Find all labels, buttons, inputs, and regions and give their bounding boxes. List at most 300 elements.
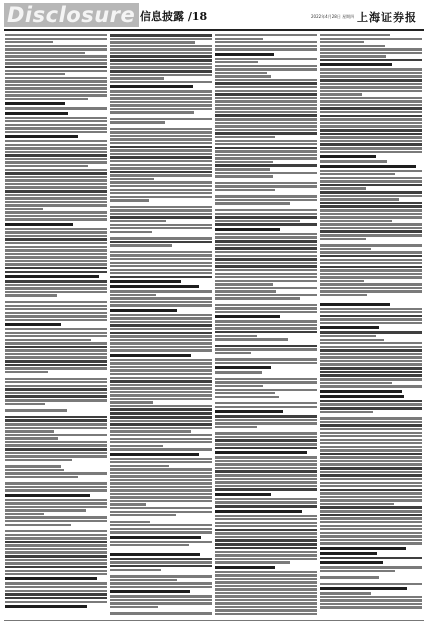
text-line (215, 392, 275, 394)
text-line (110, 321, 212, 323)
text-line (5, 34, 107, 36)
text-line (320, 160, 387, 162)
text-line (215, 606, 317, 608)
text-line (5, 465, 61, 467)
text-line (215, 599, 317, 601)
text-line (215, 82, 317, 85)
text-line (320, 439, 422, 441)
text-line (320, 147, 422, 149)
text-line (215, 609, 317, 611)
text-line (110, 405, 212, 407)
text-line (5, 452, 107, 454)
text-line (215, 488, 317, 491)
text-line (215, 566, 275, 569)
text-line (320, 587, 407, 590)
text-line (320, 238, 366, 240)
text-line (215, 320, 317, 322)
text-line (5, 427, 107, 429)
text-line (110, 63, 212, 65)
text-line (5, 131, 107, 133)
text-line (5, 476, 78, 478)
text-line (5, 263, 107, 265)
text-line (5, 66, 107, 69)
text-line (5, 582, 107, 584)
text-line (5, 541, 107, 544)
text-line (320, 93, 362, 95)
text-line (215, 338, 288, 340)
text-line (320, 244, 422, 246)
text-line (5, 441, 107, 443)
text-line (110, 317, 212, 319)
text-column-2 (110, 34, 212, 618)
text-line (5, 59, 107, 61)
text-line (110, 590, 190, 593)
text-line (110, 167, 212, 169)
text-line (320, 583, 422, 585)
text-line (110, 153, 212, 155)
text-line (5, 494, 90, 497)
text-line (215, 304, 317, 306)
text-line (5, 388, 107, 391)
text-line (320, 75, 422, 77)
text-line (110, 524, 212, 526)
text-line (215, 65, 317, 67)
text-line (5, 120, 107, 122)
text-line (5, 530, 107, 532)
text-line (215, 195, 317, 197)
text-line (110, 77, 164, 79)
text-line (215, 581, 317, 583)
text-line (5, 280, 107, 283)
text-line (215, 233, 317, 235)
text-line (320, 308, 422, 310)
text-line (110, 111, 194, 113)
text-line (110, 486, 212, 488)
text-line (215, 410, 283, 413)
text-line (215, 125, 317, 127)
text-line (215, 114, 317, 117)
text-line (5, 437, 58, 439)
text-line (110, 135, 212, 137)
text-line (320, 187, 366, 189)
text-line (110, 181, 212, 183)
text-line (215, 97, 317, 99)
text-line (320, 356, 422, 358)
text-line (110, 412, 212, 415)
text-line (5, 489, 107, 491)
text-line (215, 436, 317, 438)
text-line (110, 164, 212, 166)
text-line (320, 485, 422, 487)
text-line (5, 566, 107, 569)
text-line (320, 125, 422, 127)
text-line (215, 48, 317, 50)
text-line (5, 294, 57, 296)
text-line (5, 513, 44, 515)
text-line (215, 265, 317, 268)
text-line (5, 570, 107, 572)
text-line (110, 81, 212, 83)
text-line (320, 453, 422, 456)
text-line (320, 346, 422, 348)
text-line (5, 537, 107, 539)
text-line (215, 529, 317, 532)
text-line (5, 91, 107, 93)
text-line (110, 174, 212, 176)
text-line (110, 121, 165, 123)
text-line (110, 561, 212, 563)
text-line (215, 251, 317, 253)
text-line (5, 597, 107, 600)
text-line (215, 147, 317, 150)
text-line (110, 479, 212, 481)
text-line (215, 258, 317, 261)
text-line (215, 75, 271, 77)
text-column-1 (5, 34, 107, 618)
text-line (215, 111, 317, 113)
text-line (110, 423, 212, 426)
text-line (320, 202, 422, 205)
text-line (110, 142, 212, 144)
text-line (110, 606, 158, 608)
text-line (110, 384, 212, 386)
text-line (215, 543, 317, 546)
text-line (110, 602, 212, 604)
text-line (110, 314, 212, 316)
text-line (110, 496, 212, 498)
text-line (215, 294, 317, 296)
text-line (110, 328, 212, 330)
text-line (5, 605, 87, 608)
text-line (320, 503, 394, 505)
text-line (5, 98, 88, 100)
text-line (5, 102, 65, 105)
text-line (5, 342, 107, 344)
text-line (110, 244, 172, 246)
text-line (5, 124, 107, 126)
text-line (320, 471, 422, 473)
text-line (215, 34, 317, 36)
text-line (110, 262, 212, 264)
text-line (5, 112, 68, 115)
text-line (110, 45, 212, 47)
text-line (110, 359, 212, 361)
text-line (5, 534, 107, 536)
text-line (5, 430, 54, 432)
text-line (5, 287, 107, 289)
text-line (5, 562, 107, 564)
text-line (110, 394, 212, 396)
text-line (320, 528, 422, 530)
text-column-4 (320, 34, 422, 618)
text-line (110, 94, 212, 96)
text-line (110, 427, 212, 429)
text-line (320, 140, 422, 142)
text-line (320, 115, 422, 118)
text-line (320, 104, 422, 106)
text-line (110, 408, 212, 411)
text-line (320, 83, 422, 85)
text-line (215, 41, 317, 43)
text-line (320, 155, 376, 158)
text-line (320, 417, 422, 419)
text-line (5, 135, 78, 138)
text-line (5, 392, 107, 394)
text-column-3 (215, 34, 317, 618)
text-line (5, 555, 107, 558)
text-line (215, 223, 317, 226)
text-line (110, 231, 152, 233)
text-line (320, 371, 422, 374)
text-line (215, 107, 317, 109)
text-line (320, 276, 422, 278)
text-line (110, 272, 212, 274)
text-line (320, 400, 422, 403)
text-line (5, 559, 107, 561)
brand-banner: Disclosure (4, 3, 139, 27)
text-line (215, 505, 317, 508)
text-line (215, 213, 317, 215)
text-line (5, 52, 85, 54)
text-line (320, 435, 422, 437)
text-line (215, 168, 270, 170)
text-line (5, 482, 107, 484)
text-line (215, 467, 317, 469)
text-line (110, 438, 212, 440)
text-line (5, 235, 107, 237)
text-line (110, 401, 153, 403)
text-line (320, 596, 422, 598)
text-line (110, 398, 212, 400)
text-line (110, 472, 212, 474)
text-line (320, 367, 422, 370)
text-line (215, 432, 317, 434)
text-line (110, 304, 212, 306)
text-line (110, 265, 212, 267)
text-line (215, 402, 317, 404)
text-line (320, 283, 422, 285)
text-line (215, 283, 273, 285)
text-line (215, 79, 317, 81)
text-line (215, 104, 317, 106)
text-line (320, 525, 422, 527)
text-line (110, 241, 212, 244)
text-line (110, 70, 212, 73)
text-line (215, 307, 317, 309)
text-line (110, 258, 212, 260)
text-line (215, 378, 317, 380)
text-line (320, 198, 399, 200)
text-line (215, 189, 275, 191)
text-line (5, 140, 107, 142)
text-line (320, 48, 422, 50)
text-line (5, 238, 107, 241)
text-line (110, 420, 212, 422)
text-line (215, 86, 317, 88)
text-line (320, 318, 422, 320)
text-line (110, 346, 212, 348)
text-line (215, 501, 317, 503)
text-line (320, 143, 422, 146)
text-line (320, 59, 422, 62)
text-line (5, 323, 61, 326)
text-line (320, 86, 422, 88)
text-line (215, 358, 317, 360)
text-line (320, 331, 422, 334)
text-line (5, 469, 64, 471)
text-line (110, 493, 212, 495)
text-line (320, 360, 422, 362)
text-line (215, 493, 271, 496)
paper-name: 上海证券报 (357, 11, 417, 24)
text-line (5, 312, 107, 314)
text-line (110, 101, 212, 103)
text-line (5, 367, 107, 369)
text-line (320, 191, 422, 194)
text-line (110, 349, 212, 351)
text-line (110, 280, 181, 283)
text-line (110, 430, 191, 432)
text-line (215, 118, 317, 120)
text-line (5, 62, 107, 64)
text-line (215, 554, 317, 556)
text-line (320, 273, 422, 275)
text-line (215, 485, 317, 487)
text-line (110, 354, 191, 357)
text-line (215, 129, 317, 131)
text-line (5, 55, 107, 57)
text-line (215, 366, 271, 369)
text-line (5, 319, 107, 321)
text-line (110, 251, 212, 253)
text-line (215, 443, 317, 445)
text-line (215, 518, 317, 520)
text-line (320, 72, 422, 74)
text-line (110, 366, 212, 368)
text-line (215, 362, 317, 364)
text-line (5, 601, 107, 603)
text-line (320, 460, 422, 462)
text-line (5, 423, 107, 425)
text-line (320, 576, 379, 578)
text-line (320, 230, 422, 233)
text-line (320, 251, 422, 253)
text-line (5, 73, 65, 75)
text-line (320, 349, 422, 352)
text-line (320, 463, 422, 465)
text-line (5, 87, 107, 89)
text-line (215, 481, 317, 483)
text-line (320, 322, 422, 324)
text-line (320, 385, 422, 387)
text-line (215, 547, 317, 550)
text-line (5, 211, 107, 213)
text-line (320, 339, 384, 341)
text-line (5, 204, 107, 206)
text-line (320, 269, 422, 271)
text-line (110, 324, 212, 327)
text-line (320, 195, 422, 197)
text-line (5, 242, 107, 244)
text-line (320, 442, 422, 444)
text-line (215, 185, 317, 187)
text-line (110, 569, 161, 571)
text-line (320, 55, 386, 57)
text-line (215, 331, 317, 334)
text-line (320, 234, 422, 236)
text-line (5, 228, 107, 230)
text-line (5, 548, 107, 550)
text-line (215, 269, 317, 271)
text-line (215, 592, 317, 594)
text-line (110, 377, 212, 379)
text-line (110, 553, 200, 556)
text-line (110, 156, 212, 159)
text-line (320, 223, 422, 225)
text-line (320, 107, 422, 110)
text-line (110, 461, 212, 463)
text-line (215, 244, 317, 246)
text-line (320, 170, 422, 172)
text-line (110, 108, 212, 110)
text-line (110, 536, 201, 539)
text-line (110, 285, 199, 288)
text-line (320, 209, 422, 211)
text-line (110, 511, 212, 513)
text-line (110, 66, 212, 68)
text-line (215, 385, 263, 387)
text-line (110, 171, 212, 174)
text-line (320, 165, 416, 168)
text-line (215, 311, 317, 313)
text-line (5, 249, 107, 251)
text-line (320, 34, 390, 36)
text-line (5, 291, 107, 293)
text-line (320, 133, 422, 136)
text-line (110, 224, 212, 226)
text-line (110, 276, 212, 279)
text-line (110, 434, 212, 436)
text-line (320, 205, 422, 208)
text-line (215, 381, 317, 383)
text-line (5, 395, 107, 398)
text-line (110, 332, 212, 335)
text-line (110, 531, 212, 533)
text-line (320, 566, 422, 568)
text-line (110, 565, 212, 568)
paragraph-gap (320, 298, 422, 301)
text-line (320, 63, 392, 66)
text-line (320, 424, 422, 427)
text-line (5, 308, 107, 310)
text-line (5, 144, 107, 146)
text-line (5, 80, 107, 82)
text-line (320, 449, 422, 451)
text-line (5, 223, 73, 226)
text-line (5, 231, 107, 233)
text-line (215, 68, 317, 70)
text-line (215, 240, 317, 243)
text-line (110, 34, 212, 37)
text-line (5, 45, 107, 47)
text-line (110, 339, 212, 341)
text-line (215, 136, 275, 138)
text-line (320, 184, 422, 187)
text-line (320, 100, 422, 102)
text-line (215, 571, 317, 573)
text-line (215, 613, 317, 615)
text-line (215, 45, 317, 47)
